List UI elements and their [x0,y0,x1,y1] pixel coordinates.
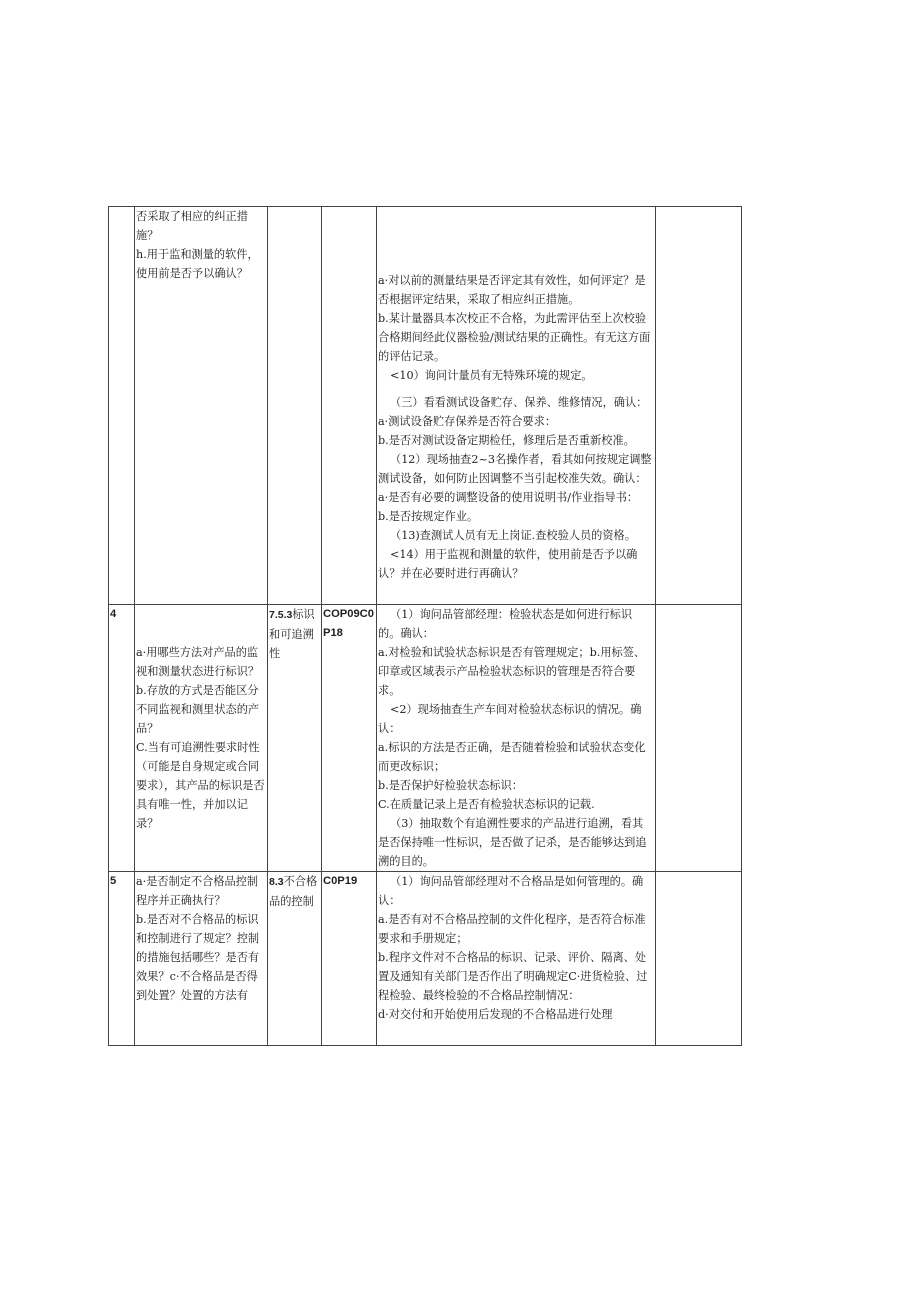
question-item: a·是否制定不合格品控制程序并正确执行？ [136,875,259,907]
clause-number: 8.3 [269,876,284,888]
audit-method-cell [377,872,656,1046]
clause-cell [268,207,322,605]
method-item: （12）现场抽查2~3名操作者，看其如何按规定调整测试设备，如何防止因调整不当引起校准失效。确认： [378,453,652,485]
row-number: 5 [109,872,135,1046]
remark-cell [656,605,742,872]
document-code-cell: COP09C0P18 [322,605,377,872]
audit-method-cell [377,207,656,605]
audit-question-cell [135,207,268,605]
method-item: a.对检验和试验状态标识是否有管理规定；b.用标签、印章或区域表示产品检验状态标识的管理是否符合要求。 [378,646,646,697]
method-item: C.在质量记录上是否有检验状态标识的记载. [378,798,595,811]
clause-number: 7.5.3 [269,609,293,621]
question-item: a·用哪些方法对产品的监视和测量状态进行标识？ [136,646,260,678]
method-item: b.程序文件对不合格品的标识、记录、评价、隔离、处置及通知有关部门是否作出了明确规定C·进货检验、过程检验、最终检验的不合格品控制情况： [378,951,648,1002]
method-item: （1）询问品管部经理对不合格品是如何管理的。确认： [378,875,644,907]
method-item: b.是否对测试设备定期检任，修理后是否重新校准。 [378,434,635,447]
audit-question-cell [135,605,268,872]
method-item: b.是否按规定作业。 [378,510,479,523]
audit-method-cell [377,605,656,872]
question-item: b.是否对不合格品的标识和控制进行了规定？控制的措施包括哪些？是否有效果？c·不合格品是否得到处置？处置的方法有 [136,913,260,1002]
document-code-cell [322,207,377,605]
table-row [109,605,742,872]
table-row [109,872,742,1046]
clause-cell [268,872,322,1046]
method-item: （3）抽取数个有追溯性要求的产品进行追溯，看其是否保持唯一性标识，是否做了记杀，是否能够达到追溯的目的。 [378,817,647,868]
method-item: a·是否有必要的调整设备的使用说明书/作业指导书： [378,491,639,504]
remark-cell [656,207,742,605]
clause-cell [268,605,322,872]
method-item: a.标识的方法是否正确，是否随着检验和试验状态变化而更改标识； [378,741,646,773]
method-item: b.是否保护好检验状态标识： [378,779,523,792]
clause-title: 不合格品的控制 [269,875,318,908]
question-item: 否采取了相应的纠正措施？ [136,210,248,242]
method-item: （13)查测试人员有无上岗证.查校验人员的资格。 [390,529,636,542]
method-item: d·对交付和开始使用后发现的不合格品进行处理 [378,1008,613,1021]
method-item: （1）询问品管部经理：检验状态是如何进行标识的。确认： [378,608,633,640]
method-item: <2）现场抽查生产车间对检验状态标识的情况。确认： [378,703,642,735]
audit-question-cell [135,872,268,1046]
question-item: b.存放的方式是否能区分不同监视和测里状态的产品？ [136,684,260,735]
remark-cell [656,872,742,1046]
method-item: a·测试设备贮存保养是否符合要求： [378,415,557,428]
row-number [109,207,135,605]
row-number: 4 [109,605,135,872]
question-item: h.用于监和测量的软件，使用前是否予以确认？ [136,248,259,280]
method-item: a.是否有对不合格品控制的文件化程序，是否符合标准要求和手册规定； [378,913,646,945]
method-item: b.某计量器具本次校正不合格，为此需评估至上次校验合格期间经此仪器检验/测试结果的正确性。有无这方面的评估记录。 [378,312,651,363]
method-item: a·对以前的测量结果是否评定其有效性，如何评定？是否根据评定结果，采取了相应纠正措施。 [378,274,646,306]
method-item: （三）看看测试设备贮存、保养、维修情况，确认： [390,396,648,409]
table-row [109,207,742,605]
document-code-cell: C0P19 [322,872,377,1046]
audit-checklist-table [108,206,742,1046]
question-item: C.当有可追溯性要求时性（可能是自身规定或合同要求），其产品的标识是否具有唯一性，并加以记录？ [136,741,265,830]
clause-title: 标识和可追溯性 [269,608,315,660]
method-item: <10）询问计量员有无特殊环境的规定。 [390,369,593,382]
method-item: <14）用于监视和测量的软件，使用前是否予以确认？并在必要时进行再确认？ [378,548,638,580]
